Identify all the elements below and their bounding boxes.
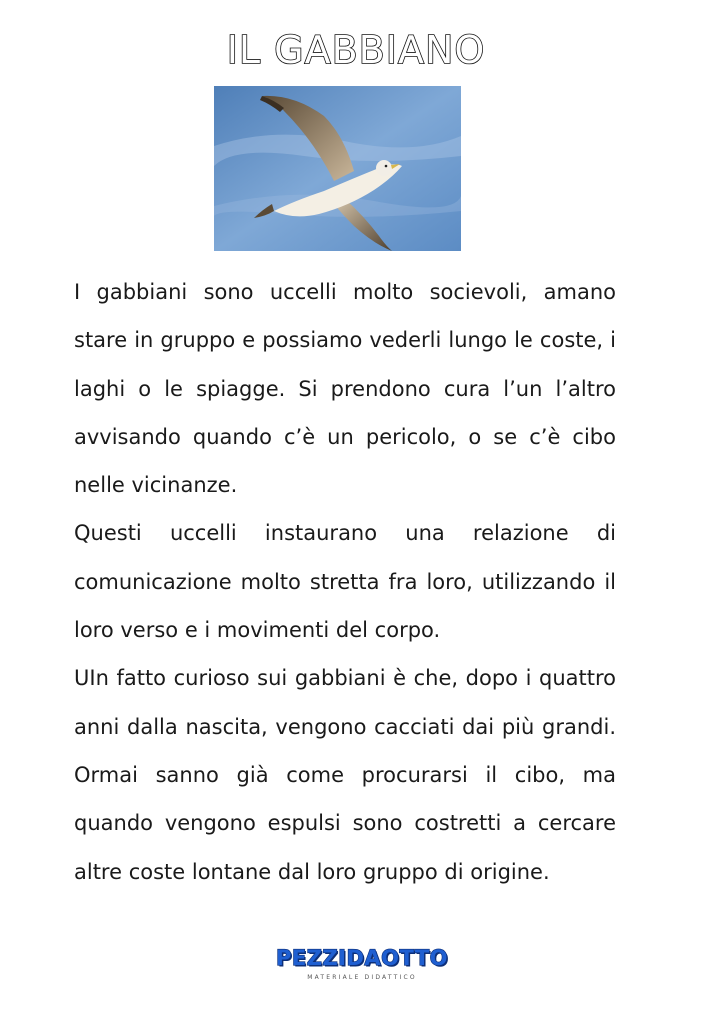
seagull-image (214, 86, 461, 251)
paragraph: I gabbiani sono uccelli molto socievoli, amano stare in gruppo e possiamo vederli lungo le coste, i laghi o le spiagge. Si prendono cura l’un l’altro avvisando quando c’è un pericolo, o se c’è cibo nelle vicinanze. (74, 280, 616, 498)
publisher-logo (0, 946, 724, 981)
logo-tagline: MATERIALE DIDATTICO (307, 974, 417, 981)
logo-name: PEZZIDAOTTO (275, 946, 449, 970)
paragraph: Questi uccelli instaurano una relazione di comunicazione molto stretta fra loro, utilizzando il loro verso e i movimenti del corpo. (74, 521, 616, 643)
page-title: IL GABBIANO (226, 28, 486, 72)
seagull-photo (214, 86, 461, 251)
article-body (74, 268, 616, 896)
paragraph: UIn fatto curioso sui gabbiani è che, dopo i quattro anni dalla nascita, vengono cacciati dai più grandi. Ormai sanno già come procurarsi il cibo, ma quando vengono espulsi sono costretti a cercare altre coste lontane dal loro gruppo di origine. (74, 666, 616, 884)
